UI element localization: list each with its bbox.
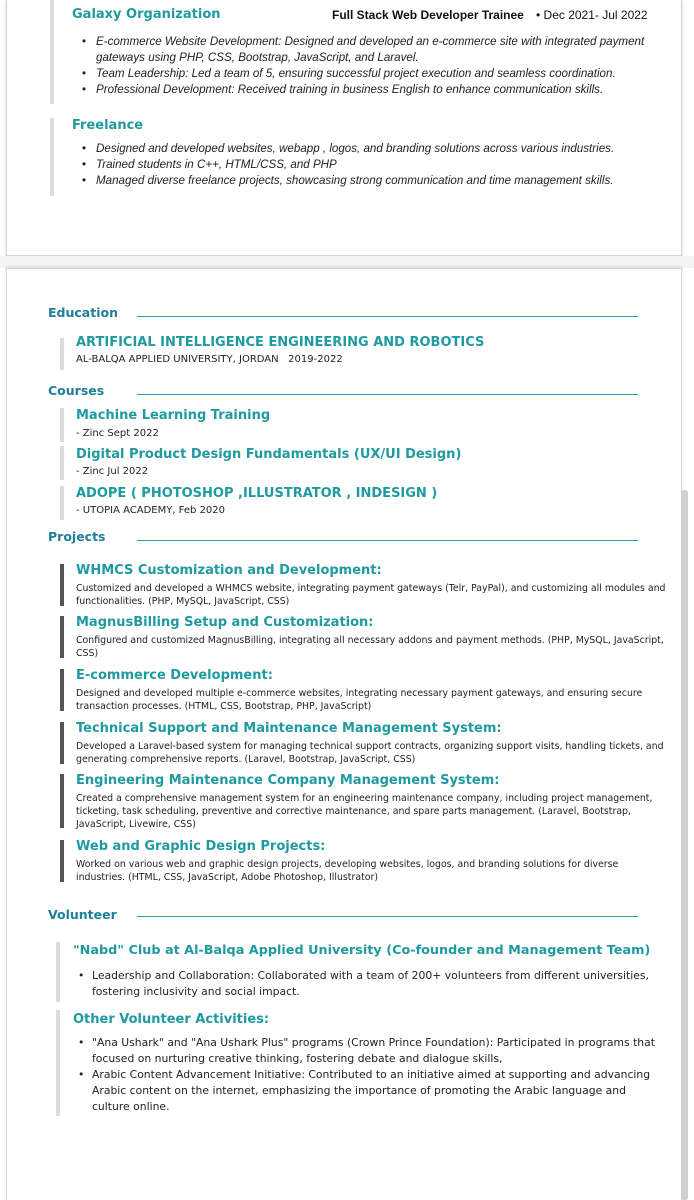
project-accent-bar bbox=[60, 669, 64, 711]
courses-heading: Courses bbox=[48, 383, 105, 398]
project-description: Configured and customized MagnusBilling, integrating all necessary addons and payment methods. (PHP, MySQL, JavaScript, CSS) bbox=[76, 635, 664, 659]
club-bullets bbox=[76, 968, 656, 1000]
list-item: • Leadership and Collaboration: Collaborated with a team of 200+ volunteers from different universities, fostering inclusivity and social impact. bbox=[76, 968, 656, 1000]
project-title: Web and Graphic Design Projects: bbox=[76, 839, 326, 854]
course-title: ADOPE ( PHOTOSHOP ,ILLUSTRATOR , INDESIGN ) bbox=[76, 486, 438, 501]
project-title: E-commerce Development: bbox=[76, 668, 273, 683]
section-divider bbox=[137, 916, 638, 917]
course-sub: - Zinc Sept 2022 bbox=[76, 428, 159, 439]
school-name: AL-BALQA APPLIED UNIVERSITY, JORDAN bbox=[76, 354, 279, 365]
list-item: • Trained students in C++, HTML/CSS, and PHP bbox=[80, 157, 670, 173]
club-title: "Nabd" Club at Al-Balqa Applied University (Co-founder and Management Team) bbox=[73, 943, 651, 958]
volunteer-heading: Volunteer bbox=[48, 907, 117, 922]
list-item: • Arabic Content Advancement Initiative: Contributed to an initiative aimed at supporting and advancing Arabic content on the internet, emphasizing the importance of promoting the Arabic language and culture online. bbox=[76, 1067, 656, 1115]
section-accent-bar bbox=[50, 118, 54, 196]
list-item: • "Ana Ushark" and "Ana Ushark Plus" programs (Crown Prince Foundation): Participated in programs that focused on nurturing creative thinking, fostering debate and dialogue skills, bbox=[76, 1035, 656, 1067]
degree-title: ARTIFICIAL INTELLIGENCE ENGINEERING AND ROBOTICS bbox=[76, 335, 485, 350]
project-description: Created a comprehensive management system for an engineering maintenance company, including project management, ticketing, task scheduling, preventive and corrective maintenance, and spare parts management. (Laravel, Bootstrap, JavaScript, Livewire, CSS) bbox=[76, 793, 653, 830]
course-title: Machine Learning Training bbox=[76, 408, 271, 423]
project-accent-bar bbox=[60, 840, 64, 882]
project-accent-bar bbox=[60, 722, 64, 764]
project-accent-bar bbox=[60, 774, 64, 828]
section-accent-bar bbox=[50, 0, 54, 104]
project-title: Technical Support and Maintenance Management System: bbox=[76, 721, 502, 736]
freelance-bullets bbox=[80, 141, 670, 189]
project-description: Worked on various web and graphic design projects, developing websites, logos, and branding solutions for diverse industries. (HTML, CSS, JavaScript, Adobe Photoshop, Illustrator) bbox=[76, 859, 619, 883]
list-item: • E-commerce Website Development: Designed and developed an e-commerce site with integrated payment gateways using PHP, CSS, Bootstrap, JavaScript, and Laravel. bbox=[80, 34, 670, 66]
list-item: • Designed and developed websites, webapp , logos, and branding solutions across various industries. bbox=[80, 141, 670, 157]
school-years: 2019-2022 bbox=[288, 354, 343, 365]
list-item: • Professional Development: Received training in business English to enhance communication skills. bbox=[80, 82, 670, 98]
other-volunteer-bullets bbox=[76, 1035, 656, 1115]
section-divider bbox=[137, 394, 638, 395]
school-line bbox=[76, 354, 343, 365]
section-accent-bar bbox=[60, 338, 64, 370]
education-heading: Education bbox=[48, 305, 118, 320]
projects-heading: Projects bbox=[48, 529, 106, 544]
page-gap bbox=[0, 256, 694, 268]
scrollbar[interactable] bbox=[681, 490, 688, 1200]
project-title: MagnusBilling Setup and Customization: bbox=[76, 615, 374, 630]
course-sub: - Zinc Jul 2022 bbox=[76, 466, 149, 477]
section-accent-bar bbox=[60, 446, 64, 480]
project-description: Developed a Laravel-based system for managing technical support contracts, organizing support visits, handling tickets, and generating comprehensive reports. (Laravel, Bootstrap, JavaScript, CSS) bbox=[76, 741, 664, 765]
project-description: Customized and developed a WHMCS website, integrating payment gateways (Telr, PayPal), and customizing all modules and functionalities. (PHP, MySQL, JavaScript, CSS) bbox=[76, 583, 666, 607]
section-accent-bar bbox=[60, 486, 64, 520]
course-sub: - UTOPIA ACADEMY, Feb 2020 bbox=[76, 505, 226, 516]
experience-bullets bbox=[80, 34, 670, 98]
freelance-title: Freelance bbox=[72, 118, 144, 133]
other-volunteer-title: Other Volunteer Activities: bbox=[73, 1012, 270, 1027]
course-title: Digital Product Design Fundamentals (UX/UI Design) bbox=[76, 447, 462, 462]
job-role: Full Stack Web Developer Trainee bbox=[332, 8, 524, 22]
project-title: WHMCS Customization and Development: bbox=[76, 563, 382, 578]
project-description: Designed and developed multiple e-commerce websites, integrating necessary payment gateways, and ensuring secure transaction processes. (HTML, CSS, Bootstrap, PHP, JavaScript) bbox=[76, 688, 643, 712]
company-name: Galaxy Organization bbox=[72, 7, 221, 22]
list-item: • Team Leadership: Led a team of 5, ensuring successful project execution and seamless coordination. bbox=[80, 66, 670, 82]
section-accent-bar bbox=[56, 942, 60, 1002]
section-divider bbox=[137, 540, 638, 541]
section-accent-bar bbox=[56, 1010, 60, 1116]
project-accent-bar bbox=[60, 616, 64, 658]
section-accent-bar bbox=[60, 408, 64, 442]
project-title: Engineering Maintenance Company Management System: bbox=[76, 773, 500, 788]
section-divider bbox=[137, 316, 638, 317]
job-dates: • Dec 2021- Jul 2022 bbox=[536, 8, 648, 22]
list-item: • Managed diverse freelance projects, showcasing strong communication and time management skills. bbox=[80, 173, 670, 189]
project-accent-bar bbox=[60, 564, 64, 606]
